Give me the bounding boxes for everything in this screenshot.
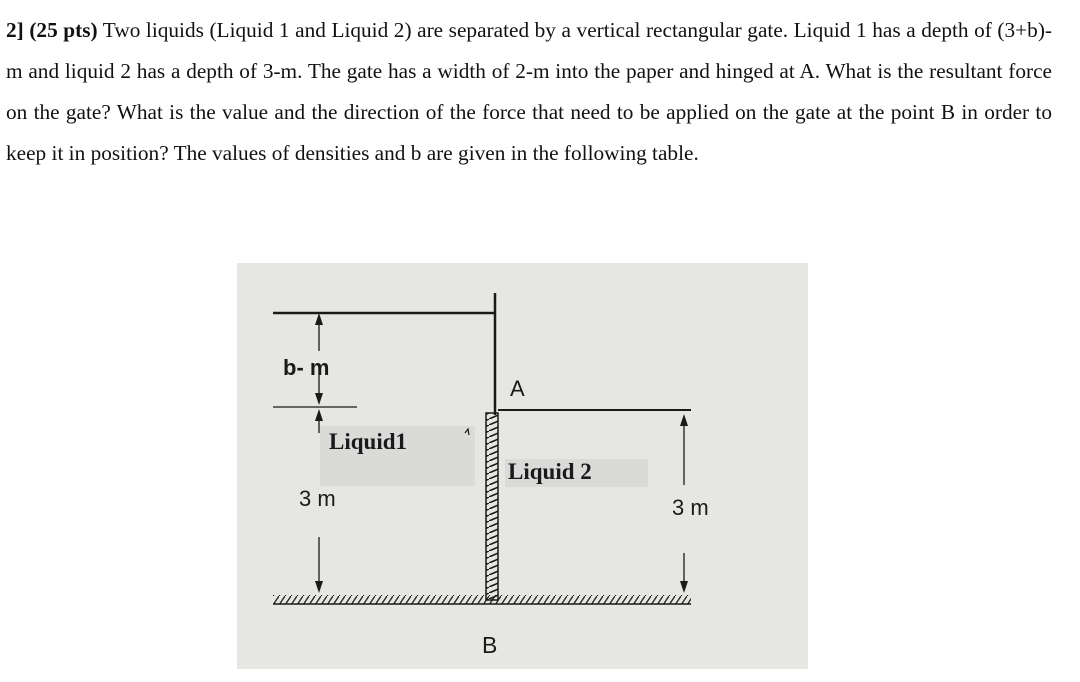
label-point-b: B bbox=[482, 632, 498, 658]
problem-number: 2] bbox=[6, 18, 24, 42]
problem-body: Two liquids (Liquid 1 and Liquid 2) are separated by a vertical rectangular gate. Liquid 1 has a depth of (3+b)-m and liquid 2 has a depth of 3-m. The gate has a width of 2-m into the paper and hinged at A. What is the resultant force on the gate? What is the value and the direction of the force that need to be applied on the gate at the point B in order to keep it in position? The values of densities and b are given in the following table. bbox=[6, 18, 1052, 165]
label-hinge-a: A bbox=[510, 376, 525, 401]
gate-diagram bbox=[237, 263, 808, 669]
problem-points: (25 pts) bbox=[29, 18, 98, 42]
label-3m-left: 3 m bbox=[299, 486, 336, 511]
label-liquid2: Liquid 2 bbox=[508, 459, 592, 484]
gate-figure bbox=[237, 263, 808, 669]
label-b-m: b- m bbox=[283, 355, 330, 380]
label-3m-right: 3 m bbox=[672, 495, 709, 520]
ground-hatching bbox=[273, 595, 691, 604]
problem-statement bbox=[6, 10, 1052, 174]
label-liquid1: Liquid1 bbox=[329, 429, 407, 454]
gate-plate bbox=[486, 413, 498, 600]
